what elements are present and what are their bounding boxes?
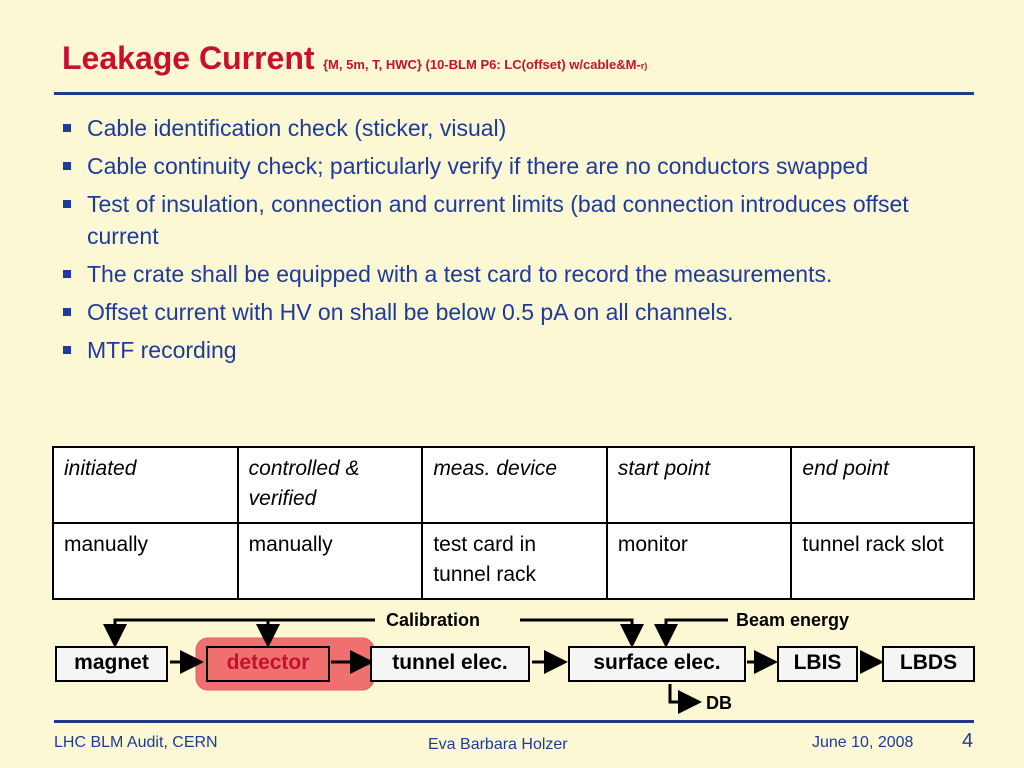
slide-title xyxy=(62,40,647,77)
table-header-cell: meas. device xyxy=(422,447,607,523)
bullet-text: Cable identification check (sticker, visual) xyxy=(87,115,507,141)
bullet-marker-icon xyxy=(63,346,71,354)
table-header-cell: start point xyxy=(607,447,792,523)
detector-box: detector xyxy=(206,646,330,682)
title-sub-tail: r) xyxy=(640,61,648,71)
signal-chain-diagram xyxy=(0,600,1024,730)
bullet-item xyxy=(62,112,942,144)
magnet-box: magnet xyxy=(55,646,168,682)
measurement-table xyxy=(52,446,975,600)
db-label: DB xyxy=(706,693,732,713)
bullet-text: Test of insulation, connection and current limits (bad connection introduces offset current xyxy=(87,191,909,249)
calibration-line-surface xyxy=(520,620,632,642)
bullet-marker-icon xyxy=(63,124,71,132)
lbis-box: LBIS xyxy=(777,646,858,682)
bullet-text: Cable continuity check; particularly verify if there are no conductors swapped xyxy=(87,153,869,179)
bullet-item xyxy=(62,188,942,252)
bullet-marker-icon xyxy=(63,270,71,278)
bullet-marker-icon xyxy=(63,162,71,170)
table-row xyxy=(53,523,974,599)
bullet-item xyxy=(62,150,942,182)
table-cell: manually xyxy=(53,523,238,599)
surface-elec-box: surface elec. xyxy=(568,646,746,682)
bullet-marker-icon xyxy=(63,200,71,208)
bullet-list xyxy=(62,112,942,372)
table-cell: monitor xyxy=(607,523,792,599)
lbds-box: LBDS xyxy=(882,646,975,682)
calibration-label: Calibration xyxy=(386,610,481,630)
table-header-cell: end point xyxy=(791,447,974,523)
beam-energy-label: Beam energy xyxy=(736,610,850,630)
bullet-text: Offset current with HV on shall be below 0.5 pA on all channels. xyxy=(87,299,734,325)
footer-date: June 10, 2008 xyxy=(812,734,914,751)
title-divider xyxy=(54,92,974,95)
bullet-marker-icon xyxy=(63,308,71,316)
arrow-surface-db xyxy=(670,684,696,702)
tunnel-elec-box: tunnel elec. xyxy=(370,646,530,682)
table-header-row xyxy=(53,447,974,523)
footer-author: Eva Barbara Holzer xyxy=(428,736,568,753)
bullet-item xyxy=(62,296,942,328)
title-main: Leakage Current xyxy=(62,40,315,76)
beam-energy-line xyxy=(666,620,728,642)
bullet-text: MTF recording xyxy=(87,337,237,363)
bullet-text: The crate shall be equipped with a test card to record the measurements. xyxy=(87,261,833,287)
table-cell: tunnel rack slot xyxy=(791,523,974,599)
table-header-cell: controlled & verified xyxy=(238,447,423,523)
table-cell: manually xyxy=(238,523,423,599)
footer-page-number: 4 xyxy=(962,730,974,752)
table-header-cell: initiated xyxy=(53,447,238,523)
table-cell: test card in tunnel rack xyxy=(422,523,607,599)
footer-divider xyxy=(54,720,974,723)
bullet-item xyxy=(62,334,942,366)
title-subtitle xyxy=(323,57,647,72)
footer-event: LHC BLM Audit, CERN xyxy=(54,734,218,751)
bullet-item xyxy=(62,258,942,290)
title-sub-text: {M, 5m, T, HWC} (10-BLM P6: LC(offset) w/cable&M- xyxy=(322,57,641,72)
